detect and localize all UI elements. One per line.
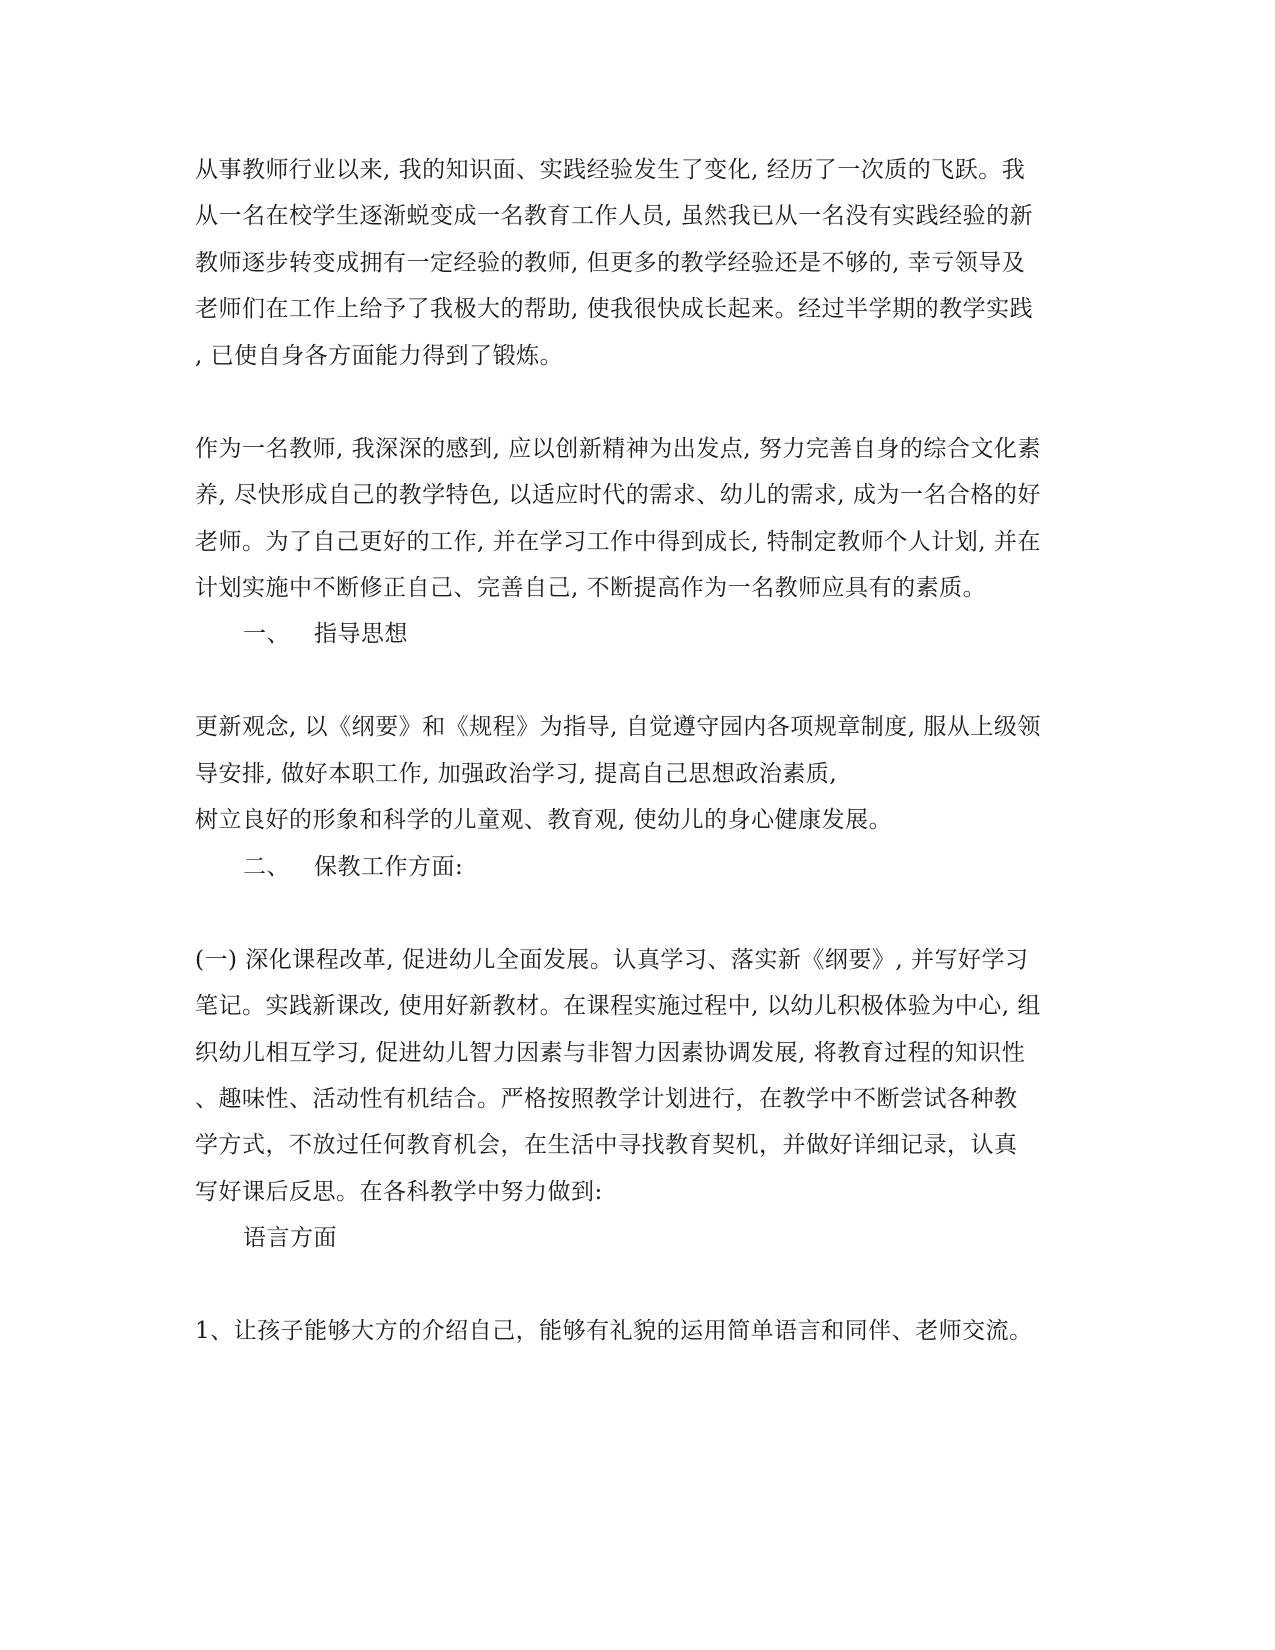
paragraph-line: 更新观念, 以《纲要》和《规程》为指导, 自觉遵守园内各项规章制度, 服从上级领: [195, 714, 1041, 740]
paragraph-line: 1、让孩子能够大方的介绍自己，能够有礼貌的运用简单语言和同伴、老师交流。: [195, 1318, 1033, 1344]
paragraph-line: 笔记。实践新课改, 使用好新教材。在课程实施过程中, 以幼儿积极体验为中心, 组: [195, 993, 1041, 1019]
section-heading-number: 一、: [243, 621, 290, 647]
section-heading-text: 保教工作方面:: [314, 854, 464, 880]
paragraph-line: 老师。为了自己更好的工作, 并在学习工作中得到成长, 特制定教师个人计划, 并在: [195, 529, 1041, 555]
paragraph-line: 织幼儿相互学习, 促进幼儿智力因素与非智力因素协调发展, 将教育过程的知识性: [195, 1040, 1026, 1066]
paragraph-line: 树立良好的形象和科学的儿童观、教育观, 使幼儿的身心健康发展。: [195, 807, 893, 833]
paragraph-line: 从一名在校学生逐渐蜕变成一名教育工作人员, 虽然我已从一名没有实践经验的新: [195, 203, 1034, 229]
paragraph-line: 教师逐步转变成拥有一定经验的教师, 但更多的教学经验还是不够的, 幸亏领导及: [195, 250, 1026, 276]
paragraph-line: 计划实施中不断修正自己、完善自己, 不断提高作为一名教师应具有的素质。: [195, 575, 987, 601]
section-heading-number: 二、: [243, 854, 290, 880]
paragraph-line: 作为一名教师, 我深深的感到, 应以创新精神为出发点, 努力完善自身的综合文化素: [195, 436, 1041, 462]
paragraph-line: , 已使自身各方面能力得到了锻炼。: [195, 343, 564, 369]
paragraph-line: 从事教师行业以来, 我的知识面、实践经验发生了变化, 经历了一次质的飞跃。我: [195, 157, 1026, 183]
paragraph-line: 导安排, 做好本职工作, 加强政治学习, 提高自己思想政治素质,: [195, 761, 838, 787]
section-heading: [243, 619, 1133, 649]
section-heading-text: 指导思想: [314, 621, 408, 647]
paragraph-line: 养, 尽快形成自己的教学特色, 以适应时代的需求、幼儿的需求, 成为一名合格的好: [195, 482, 1041, 508]
paragraph-line: 、趣味性、活动性有机结合。严格按照教学计划进行，在教学中不断尝试各种教: [195, 1086, 1018, 1112]
paragraph-line: (一) 深化课程改革, 促进幼儿全面发展。认真学习、落实新《纲要》, 并写好学习: [195, 947, 1029, 973]
subheading: 语言方面: [243, 1225, 337, 1251]
paragraph-line: 老师们在工作上给予了我极大的帮助, 使我很快成长起来。经过半学期的教学实践: [195, 296, 1034, 322]
paragraph-line: 学方式，不放过任何教育机会，在生活中寻找教育契机，并做好详细记录，认真: [195, 1132, 1018, 1158]
paragraph-line: 写好课后反思。在各科教学中努力做到:: [195, 1179, 603, 1205]
section-heading: [243, 852, 1133, 882]
